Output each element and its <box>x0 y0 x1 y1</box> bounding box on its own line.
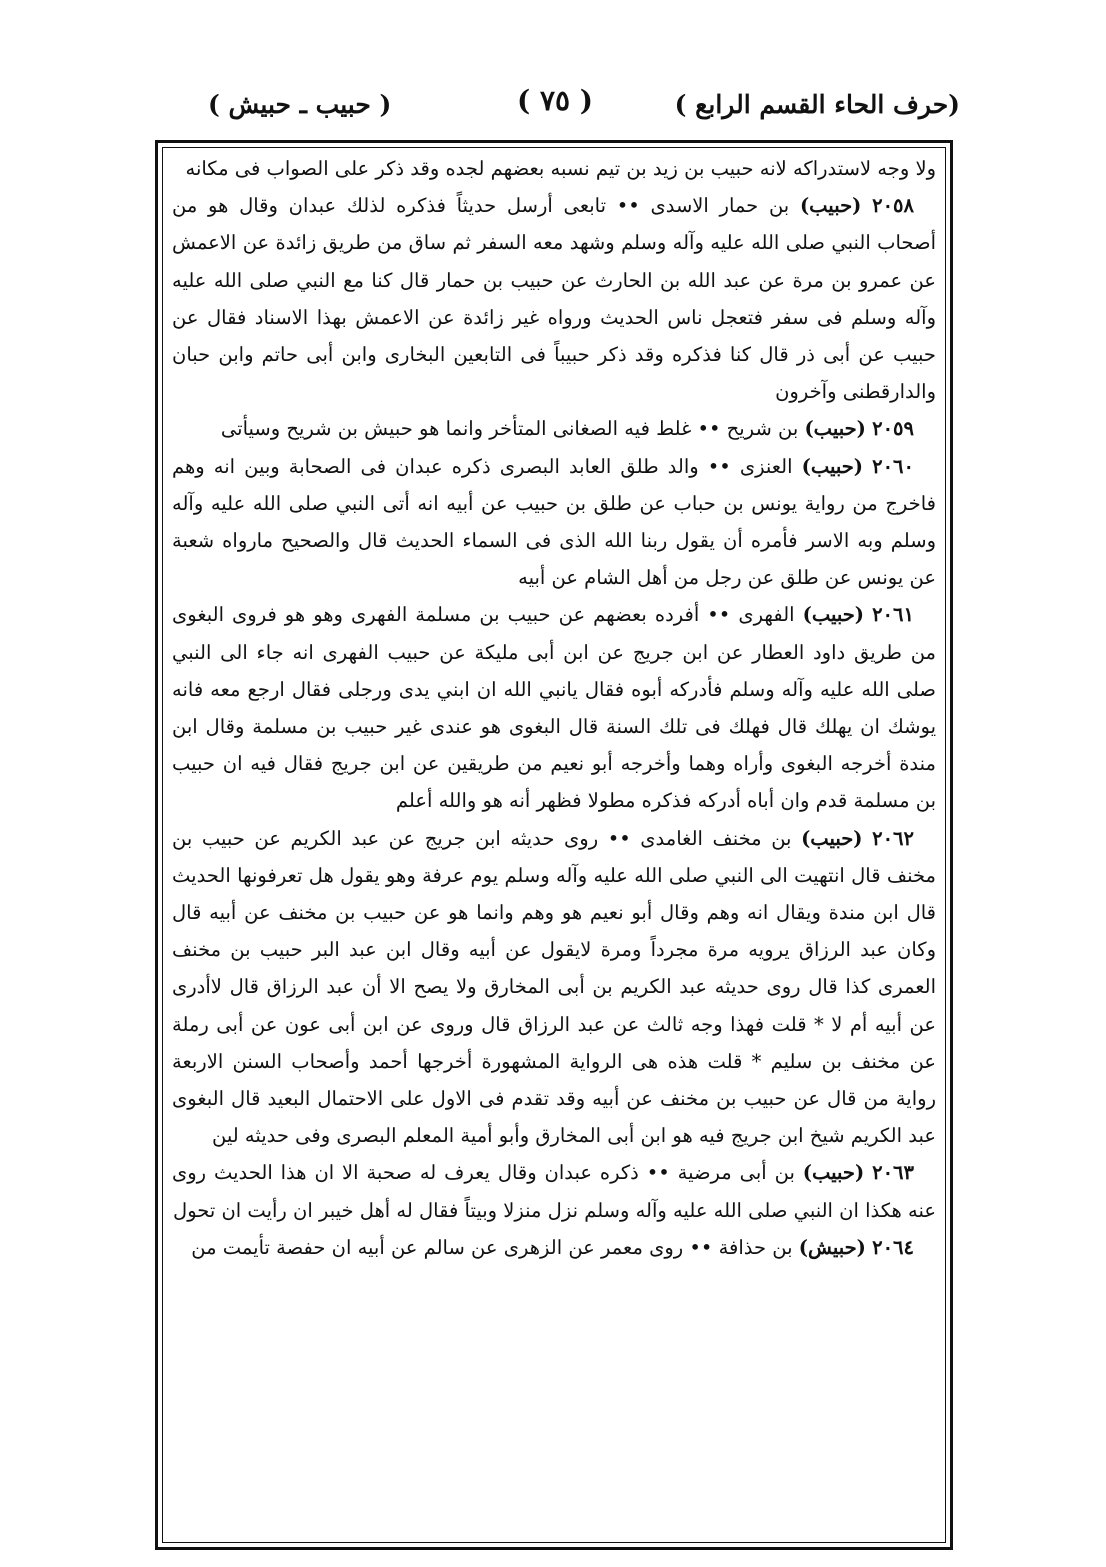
entry-2064 <box>172 1229 936 1266</box>
entry-name: (حبيب) <box>801 454 864 478</box>
entry-text: بن حمار الاسدى •• تابعى أرسل حديثاً فذكره لذلك عبدان وقال هو من أصحاب النبي صلى الله عليه وآله وسلم وشهد معه السفر ثم ساق من طريق زائدة عن الاعمش عن عمرو بن مرة عن عبد الله بن الحارث عن حبيب بن حمار قال كنا مع النبي صلى الله عليه وآله وسلم فى سفر فتعجل ناس الحديث ورواه غير زائدة عن الاعمش بهذا الاسناد فقال عن حبيب عن أبى ذر قال كنا فذكره وقد ذكر حبيباً فى التابعين البخارى وابن أبى حاتم وابن حبان والدارقطنى وآخرون <box>172 194 936 404</box>
entry-2062 <box>172 820 936 1155</box>
entry-text: بن أبى مرضية •• ذكره عبدان وقال يعرف له صحبة الا ان هذا الحديث روى عنه هكذا ان النبي صلى الله عليه وآله وسلم نزل منزلا وبيتاً فقال له أهل خيبر ان رأيت ان تحول <box>172 1161 936 1222</box>
entry-number: ٢٠٦١ <box>872 603 914 627</box>
entry-2063 <box>172 1154 936 1228</box>
entry-number: ٢٠٦٤ <box>872 1235 914 1259</box>
entry-name: (حبيب) <box>804 417 866 441</box>
entry-text: العنزى •• والد طلق العابد البصرى ذكره عبدان فى الصحابة وبين انه وهم فاخرج من رواية يونس بن حباب عن طلق بن حبيب عن أبيه انه أتى النبي صلى الله عليه وآله وسلم وبه الاسر فأمره أن يقول ربنا الله الذى فى السماء الحديث قال والصحيح مارواه شعبة عن يونس عن طلق عن رجل من أهل الشام عن أبيه <box>172 454 936 590</box>
entry-name: (حبيب) <box>799 194 862 218</box>
entry-name: (حبيب) <box>801 826 863 850</box>
entry-number: ٢٠٥٨ <box>872 194 914 218</box>
paragraph-continuation <box>172 150 936 187</box>
entry-number: ٢٠٦٠ <box>872 454 915 478</box>
entry-text: بن شريح •• غلط فيه الصغانى المتأخر وانما هو حبيش بن شريح وسيأتى <box>220 417 799 441</box>
body-text <box>172 150 936 1540</box>
entry-name: (حبيب) <box>802 603 865 627</box>
entry-text: بن حذافة •• روى معمر عن الزهرى عن سالم عن أبيه ان حفصة تأيمت من <box>191 1235 793 1259</box>
entry-number: ٢٠٥٩ <box>872 417 914 441</box>
paragraph-text: ولا وجه لاستدراكه لانه حبيب بن زيد بن تيم نسبه بعضهم لجده وقد ذكر على الصواب فى مكانه <box>185 157 936 180</box>
entry-2061 <box>172 596 936 819</box>
entry-text: بن مخنف الغامدى •• روى حديثه ابن جريج عن عبد الكريم عن حبيب بن مخنف قال انتهيت الى النبي صلى الله عليه وآله وسلم يوم عرفة وهو يقول هل تعرفونها الحديث قال ابن مندة ويقال انه وهم وقال أبو نعيم هو وهم وانما هو عن حبيب بن مخنف عن أبيه قال وكان عبد الرزاق يرويه مرة مجرداً ومرة لايقول عن أبيه وقال ابن عبد البر حبيب بن مخنف العمرى كذا قال روى حديثه عبد الكريم بن أبى المخارق ولا يصح الا أن عبد الرزاق قال لاأدرى عن أبيه أم لا * قلت فهذا وجه ثالث عن عبد الرزاق قال وروى عن ابن أبى عون عن أبى رملة عن مخنف بن سليم * قلت هذه هى الرواية المشهورة أخرجها أحمد وأصحاب السنن الاربعة رواية من قال عن حبيب بن مخنف عن أبيه وقد تقدم فى الاول على الاحتمال البعيد قال البغوى عبد الكريم شيخ ابن جريج فيه هو ابن أبى المخارق وأبو أمية المعلم البصرى وفى حديثه لين <box>172 826 936 1148</box>
page-number: ( ٧٥ ) <box>516 84 594 117</box>
entry-2058 <box>172 187 936 410</box>
entry-2059 <box>172 410 936 447</box>
entry-range-heading: ( حبيب ـ حبيش ) <box>208 90 392 119</box>
entry-2060 <box>172 448 936 597</box>
entry-name: (حبيب) <box>802 1161 865 1185</box>
page-header <box>150 84 960 134</box>
entry-name: (حبيش) <box>798 1235 866 1259</box>
entry-number: ٢٠٦٢ <box>872 826 915 850</box>
chapter-heading: (حرف الحاء القسم الرابع ) <box>674 90 960 119</box>
entry-number: ٢٠٦٣ <box>872 1161 915 1185</box>
entry-text: الفهرى •• أفرده بعضهم عن حبيب بن مسلمة الفهرى وهو هو فروى البغوى من طريق داود العطار عن ابن جريج عن ابن أبى مليكة عن حبيب الفهرى انه جاء الى النبي صلى الله عليه وآله وسلم فأدركه أبوه فقال يانبي الله ان ابني يدى ورجلى فقال ارجع معه فانه يوشك ان يهلك قال فهلك فى تلك السنة قال البغوى هو عندى غير حبيب بن مسلمة وقال ابن مندة أخرجه البغوى وأراه وهما وأخرجه أبو نعيم من طريقين عن ابن جريج فقال فيه ان حبيب بن مسلمة قدم وان أباه أدركه فذكره مطولا فظهر أنه هو والله أعلم <box>172 603 936 813</box>
